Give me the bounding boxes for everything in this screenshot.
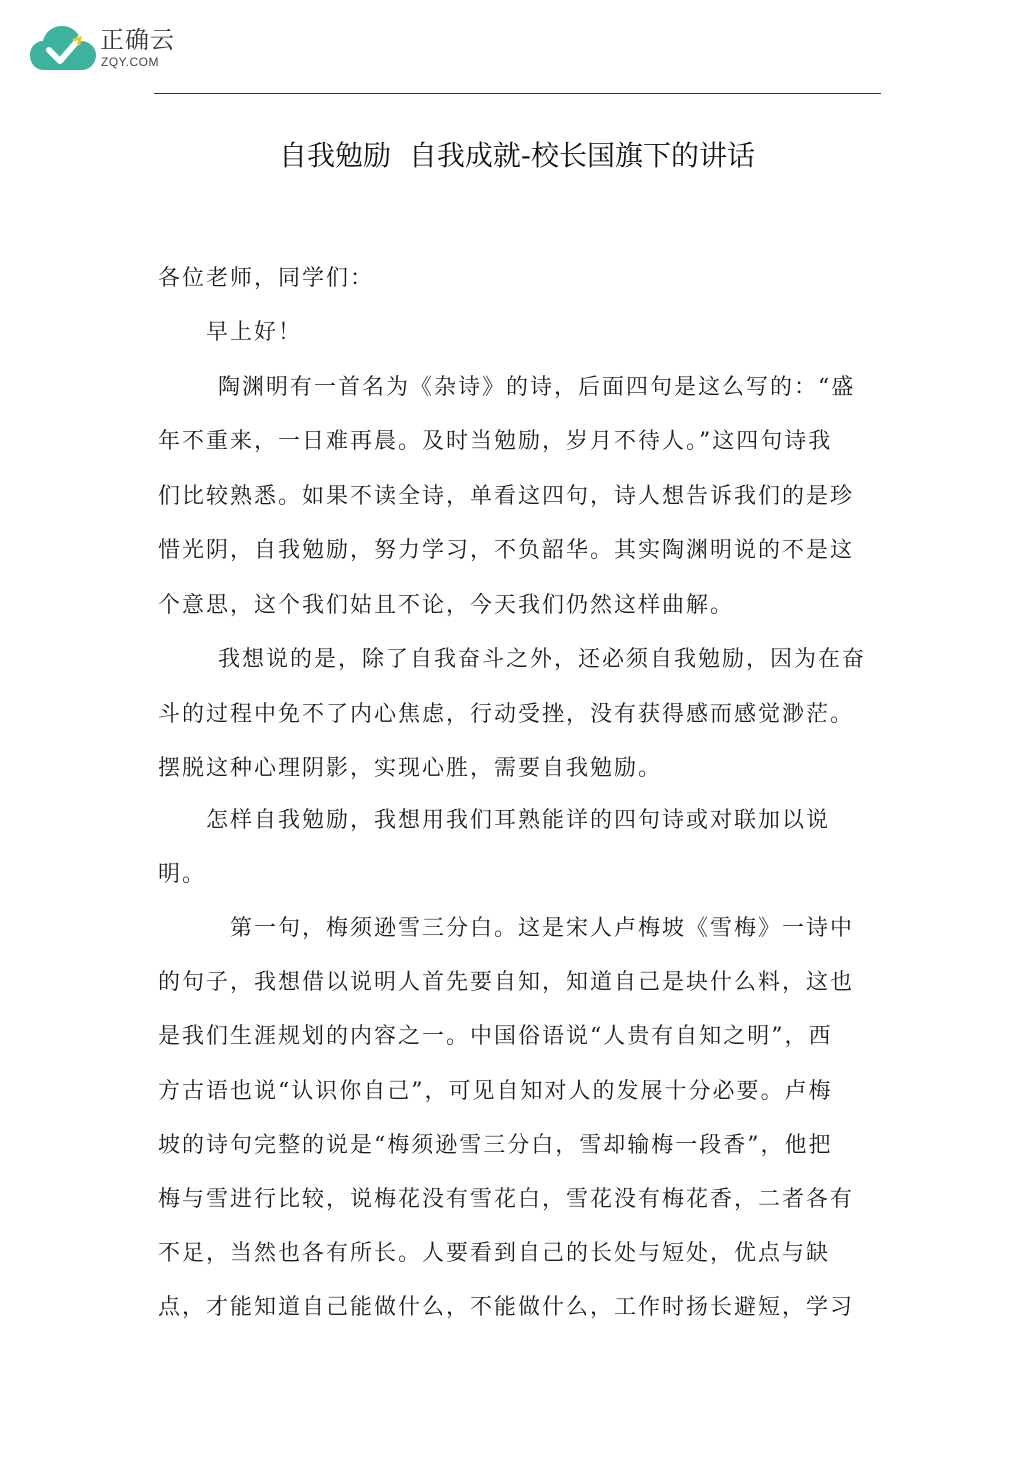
brand-domain: ZQY.COM	[101, 55, 159, 69]
body-line: 明。	[158, 862, 207, 887]
body-line: 各位老师，同学们：	[158, 266, 375, 291]
body-line: 的句子，我想借以说明人首先要自知，知道自己是块什么料，这也	[158, 970, 855, 995]
header-divider	[154, 93, 881, 94]
body-line: 梅与雪进行比较，说梅花没有雪花白，雪花没有梅花香，二者各有	[158, 1187, 855, 1212]
body-line: 坡的诗句完整的说是“梅须逊雪三分白，雪却输梅一段香”，他把	[158, 1133, 833, 1158]
body-line: 点，才能知道自己能做什么，不能做什么，工作时扬长避短，学习	[158, 1295, 855, 1320]
body-line: 们比较熟悉。如果不读全诗，单看这四句，诗人想告诉我们的是珍	[158, 484, 855, 509]
body-line: 不足，当然也各有所长。人要看到自己的长处与短处，优点与缺	[158, 1241, 831, 1266]
body-line: 陶渊明有一首名为《杂诗》的诗，后面四句是这么写的：“盛	[218, 375, 856, 400]
body-line: 个意思，这个我们姑且不论，今天我们仍然这样曲解。	[158, 593, 735, 618]
body-line: 怎样自我勉励，我想用我们耳熟能详的四句诗或对联加以说	[206, 808, 831, 833]
body-line: 年不重来，一日难再晨。及时当勉励，岁月不待人。”这四句诗我	[158, 429, 833, 454]
brand-logo	[30, 22, 190, 78]
body-line: 斗的过程中免不了内心焦虑，行动受挫，没有获得感而感觉渺茫。	[158, 702, 855, 727]
body-line: 早上好！	[206, 320, 303, 345]
body-line: 是我们生涯规划的内容之一。中国俗语说“人贵有自知之明”，西	[158, 1024, 833, 1049]
body-line: 我想说的是，除了自我奋斗之外，还必须自我勉励，因为在奋	[218, 647, 867, 672]
body-line: 惜光阴，自我勉励，努力学习，不负韶华。其实陶渊明说的不是这	[158, 538, 855, 563]
cloud-check-logo-icon	[30, 22, 98, 74]
body-line: 第一句，梅须逊雪三分白。这是宋人卢梅坡《雪梅》一诗中	[230, 916, 855, 941]
body-line: 方古语也说“认识你自己”，可见自知对人的发展十分必要。卢梅	[158, 1079, 833, 1104]
brand-name: 正确云	[100, 26, 175, 54]
document-title: 自我勉励 自我成就-校长国旗下的讲话	[279, 139, 755, 172]
body-line: 摆脱这种心理阴影，实现心胜，需要自我勉励。	[158, 756, 663, 781]
